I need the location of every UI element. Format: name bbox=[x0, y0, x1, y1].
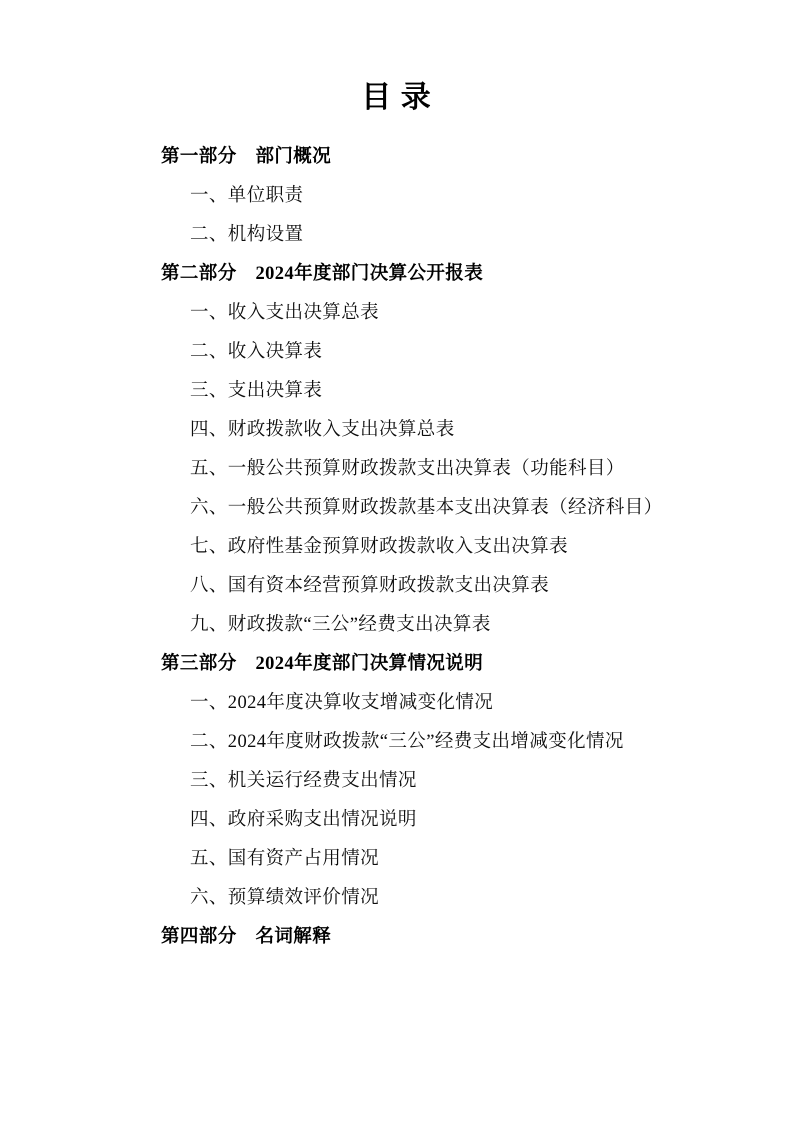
toc-item: 一、2024年度决算收支增减变化情况 bbox=[190, 693, 494, 713]
toc-item: 六、预算绩效评价情况 bbox=[190, 888, 380, 908]
toc-item: 七、政府性基金预算财政拨款收入支出决算表 bbox=[190, 537, 569, 557]
toc-item: 一、单位职责 bbox=[190, 186, 304, 206]
toc-part-1-heading: 第一部分 部门概况 bbox=[161, 147, 332, 167]
toc-item: 八、国有资本经营预算财政拨款支出决算表 bbox=[190, 576, 550, 596]
toc-item: 九、财政拨款“三公”经费支出决算表 bbox=[190, 615, 491, 635]
toc-item: 三、机关运行经费支出情况 bbox=[190, 771, 417, 791]
toc-part-2-heading: 第二部分 2024年度部门决算公开报表 bbox=[161, 264, 484, 284]
toc-item: 四、政府采购支出情况说明 bbox=[190, 810, 417, 830]
toc-item: 五、国有资产占用情况 bbox=[190, 849, 380, 869]
toc-part-4-heading: 第四部分 名词解释 bbox=[161, 927, 332, 947]
toc-item: 一、收入支出决算总表 bbox=[190, 303, 380, 323]
toc-item: 二、机构设置 bbox=[190, 225, 304, 245]
table-of-contents bbox=[0, 138, 793, 957]
toc-item: 五、一般公共预算财政拨款支出决算表（功能科目） bbox=[190, 459, 625, 479]
toc-item: 二、2024年度财政拨款“三公”经费支出增减变化情况 bbox=[190, 732, 624, 752]
toc-item: 三、支出决算表 bbox=[190, 381, 323, 401]
page-title: 目 录 bbox=[361, 81, 432, 114]
toc-item: 四、财政拨款收入支出决算总表 bbox=[190, 420, 455, 440]
toc-part-3-heading: 第三部分 2024年度部门决算情况说明 bbox=[161, 654, 484, 674]
toc-item: 二、收入决算表 bbox=[190, 342, 323, 362]
toc-item: 六、一般公共预算财政拨款基本支出决算表（经济科目） bbox=[190, 498, 663, 518]
